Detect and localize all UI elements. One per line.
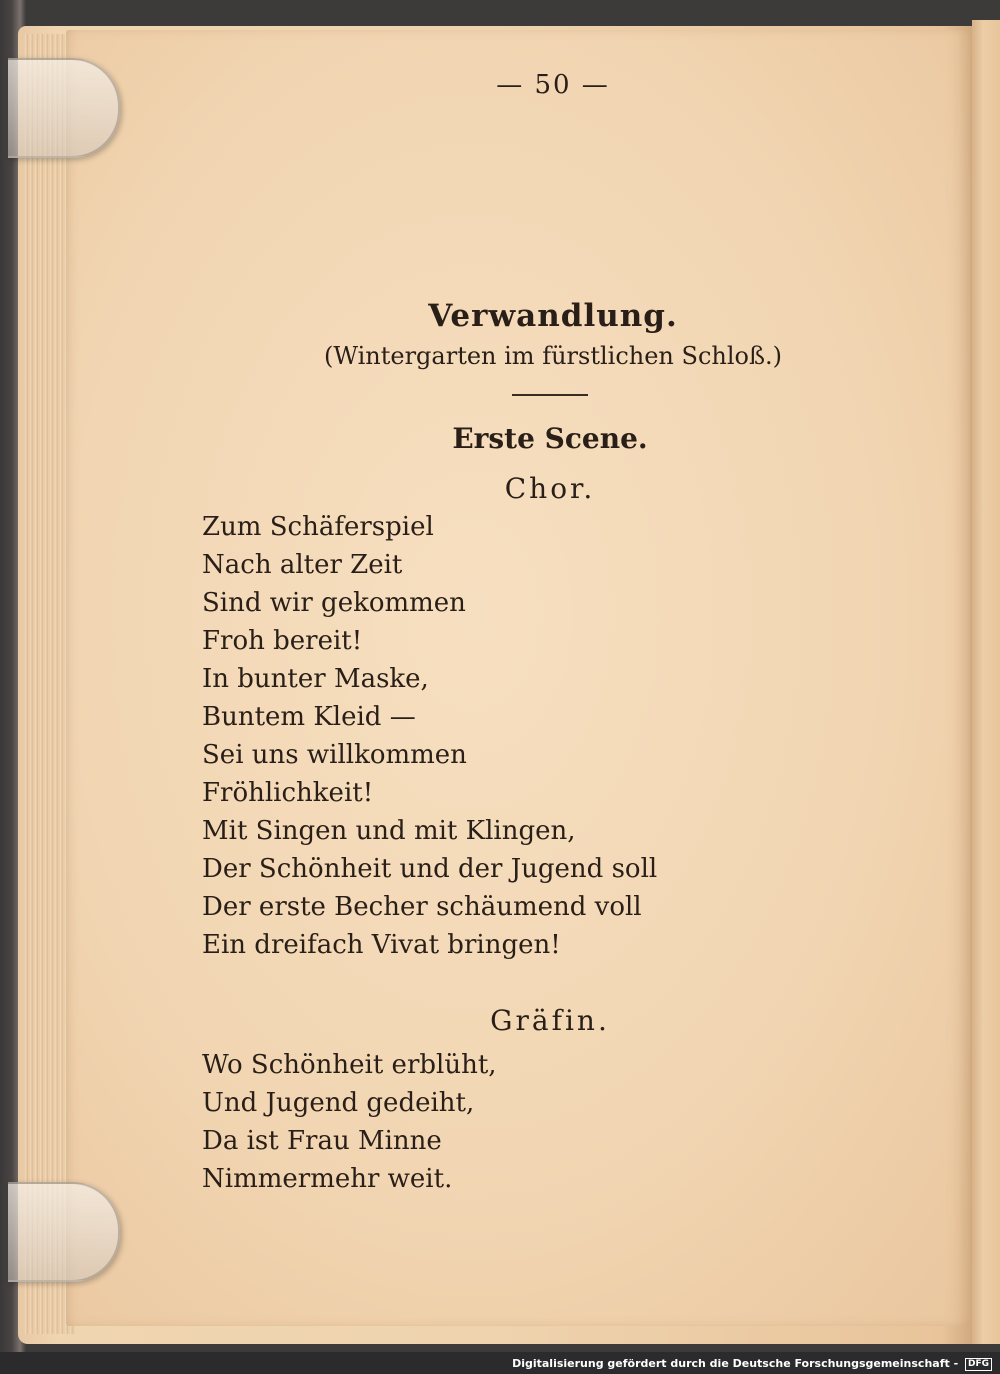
scene-subheading: Erste Scene.: [452, 422, 648, 455]
verse-line: Mit Singen und mit Klingen,: [202, 816, 576, 846]
verse-graefin: [202, 1046, 902, 1198]
verse-line: In bunter Maske,: [202, 664, 429, 694]
verse-line: Ein dreifach Vivat bringen!: [202, 930, 561, 960]
verse-line: Froh bereit!: [202, 626, 363, 656]
verse-line: Da ist Frau Minne: [202, 1126, 442, 1156]
verse-line: Nimmermehr weit.: [202, 1164, 453, 1194]
page-clip-bottom: [8, 1182, 120, 1282]
dfg-logo: DFG: [965, 1358, 992, 1371]
facing-page-edge: [972, 20, 1000, 1344]
speaker-chor: Chor.: [504, 472, 596, 505]
divider-rule: [512, 394, 588, 396]
verse-line: Fröhlichkeit!: [202, 778, 374, 808]
verse-line: Der Schönheit und der Jugend soll: [202, 854, 658, 884]
verse-line: Buntem Kleid —: [202, 702, 416, 732]
verse-line: Sind wir gekommen: [202, 588, 466, 618]
scene-heading: Verwandlung.: [428, 298, 678, 334]
verse-line: Wo Schönheit erblüht,: [202, 1050, 497, 1080]
verse-line: Und Jugend gedeiht,: [202, 1088, 475, 1118]
verse-line: Zum Schäferspiel: [202, 512, 434, 542]
verse-line: Nach alter Zeit: [202, 550, 403, 580]
page-number: — 50 —: [496, 70, 610, 100]
stage-direction: (Wintergarten im fürstlichen Schloß.): [323, 342, 782, 370]
credit-text: Digitalisierung gefördert durch die Deutsche Forschungsgemeinschaft -: [512, 1357, 959, 1370]
verse-chor: [202, 508, 902, 964]
digitization-credit: [512, 1357, 992, 1371]
speaker-graefin: Gräfin.: [490, 1004, 610, 1037]
verse-line: Der erste Becher schäumend voll: [202, 892, 642, 922]
verse-line: Sei uns willkommen: [202, 740, 467, 770]
